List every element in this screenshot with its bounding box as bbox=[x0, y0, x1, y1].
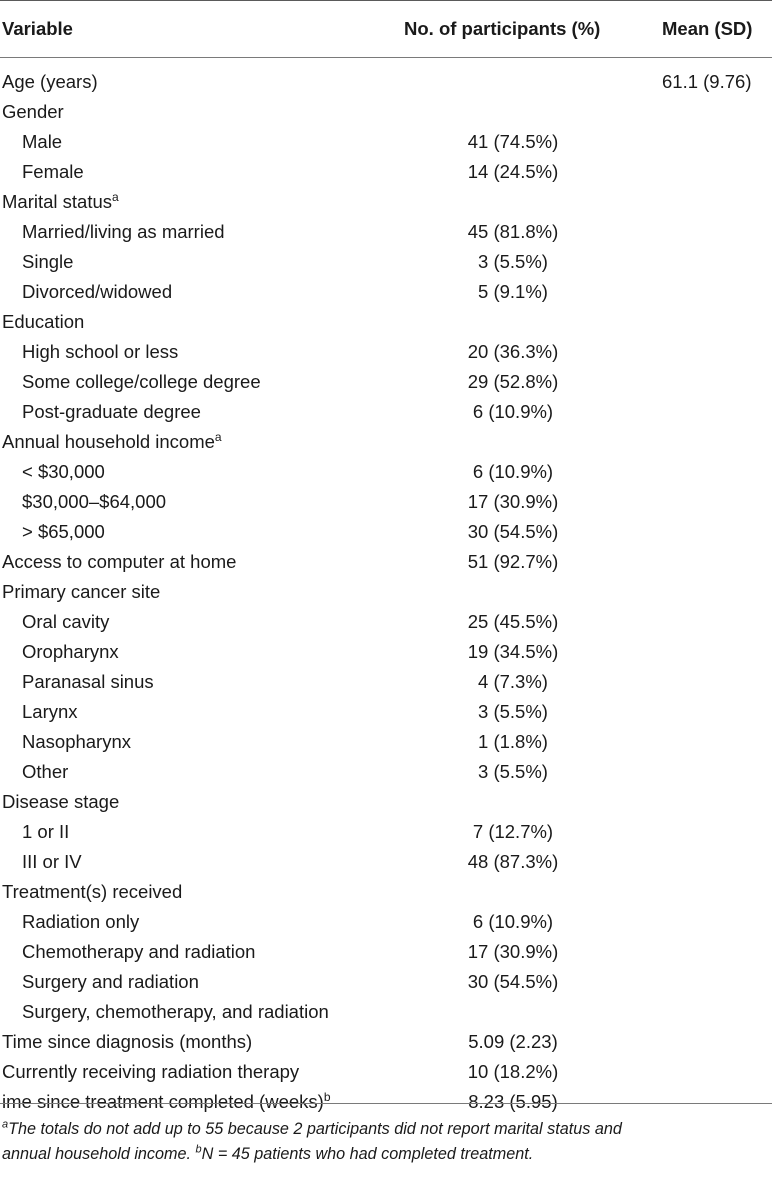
row-label-text: Radiation only bbox=[22, 911, 140, 932]
row-participants: 17 (30.9%) bbox=[467, 491, 559, 512]
table-row bbox=[0, 969, 772, 999]
row-participants: 10 (18.2%) bbox=[467, 1061, 559, 1082]
row-label bbox=[22, 701, 78, 723]
row-label-text: Access to computer at home bbox=[2, 551, 237, 572]
row-participants: 6 (10.9%) bbox=[472, 401, 554, 422]
row-label-text: < $30,000 bbox=[22, 461, 105, 482]
table-row bbox=[0, 669, 772, 699]
footnote-a-text-2: annual household income. bbox=[2, 1145, 196, 1163]
row-label bbox=[22, 851, 82, 873]
footnote-marker: b bbox=[323, 1089, 331, 1104]
table-row bbox=[0, 279, 772, 309]
table-row bbox=[0, 369, 772, 399]
row-label bbox=[22, 281, 172, 303]
row-participants: 3 (5.5%) bbox=[478, 701, 548, 722]
row-label-text: III or IV bbox=[22, 851, 82, 872]
row-label-text: Married/living as married bbox=[22, 221, 225, 242]
row-label bbox=[22, 401, 201, 423]
row-label bbox=[2, 191, 119, 213]
table-row bbox=[0, 729, 772, 759]
row-label bbox=[22, 521, 105, 543]
table-row bbox=[0, 69, 772, 99]
table-row bbox=[0, 1029, 772, 1059]
row-participants: 7 (12.7%) bbox=[472, 821, 554, 842]
row-label-text: Chemotherapy and radiation bbox=[22, 941, 256, 962]
row-label-text: > $65,000 bbox=[22, 521, 105, 542]
row-label bbox=[22, 611, 109, 633]
row-label bbox=[2, 551, 236, 573]
table-row bbox=[0, 1089, 772, 1119]
row-label-text: Age (years) bbox=[2, 71, 98, 92]
row-label-text: $30,000–$64,000 bbox=[22, 491, 167, 512]
row-participants: 4 (7.3%) bbox=[478, 671, 548, 692]
row-label bbox=[22, 971, 199, 993]
row-label bbox=[2, 431, 222, 453]
header-participants: No. of participants (%) bbox=[404, 18, 601, 39]
row-participants: 48 (87.3%) bbox=[467, 851, 559, 872]
table-footnote bbox=[2, 1117, 772, 1167]
row-label-text: Oropharynx bbox=[22, 641, 119, 662]
table-row bbox=[0, 999, 772, 1029]
row-mean-sd: 61.1 (9.76) bbox=[662, 71, 752, 92]
row-label-text: ime since treatment completed (weeks) bbox=[2, 1091, 324, 1112]
row-label bbox=[22, 221, 225, 243]
row-label bbox=[22, 671, 154, 693]
row-label-text: Surgery and radiation bbox=[22, 971, 199, 992]
row-label-text: Nasopharynx bbox=[22, 731, 132, 752]
table-row bbox=[0, 579, 772, 609]
row-participants: 8.23 (5.95) bbox=[468, 1091, 558, 1112]
table-row bbox=[0, 699, 772, 729]
footnote-b-text: N = 45 patients who had completed treatment. bbox=[201, 1145, 534, 1163]
row-label-text: Gender bbox=[2, 101, 64, 122]
footnote-line-1 bbox=[2, 1117, 772, 1142]
row-label-text: Other bbox=[22, 761, 69, 782]
row-label bbox=[22, 371, 261, 393]
row-label-text: Larynx bbox=[22, 701, 78, 722]
row-label-text: Some college/college degree bbox=[22, 371, 261, 392]
row-label-text: Divorced/widowed bbox=[22, 281, 173, 302]
row-participants: 6 (10.9%) bbox=[472, 911, 554, 932]
row-label bbox=[22, 251, 73, 273]
row-label bbox=[2, 791, 119, 813]
row-participants: 45 (81.8%) bbox=[467, 221, 559, 242]
row-participants: 5.09 (2.23) bbox=[468, 1031, 558, 1052]
row-participants: 3 (5.5%) bbox=[478, 761, 548, 782]
row-label-text: Oral cavity bbox=[22, 611, 110, 632]
row-label bbox=[22, 491, 166, 513]
top-rule bbox=[0, 0, 772, 1]
row-participants: 29 (52.8%) bbox=[467, 371, 559, 392]
row-label-text: Post-graduate degree bbox=[22, 401, 201, 422]
table-row bbox=[0, 549, 772, 579]
table-row bbox=[0, 489, 772, 519]
table-row bbox=[0, 309, 772, 339]
footnote-a-text-1: The totals do not add up to 55 because 2 participants did not report marital status and bbox=[8, 1120, 622, 1138]
table-row bbox=[0, 609, 772, 639]
row-participants: 25 (45.5%) bbox=[467, 611, 559, 632]
table-row bbox=[0, 819, 772, 849]
table-row bbox=[0, 399, 772, 429]
row-label bbox=[22, 161, 84, 183]
row-label bbox=[22, 341, 178, 363]
table-header bbox=[0, 14, 772, 46]
row-label-text: Female bbox=[22, 161, 84, 182]
row-participants: 30 (54.5%) bbox=[467, 971, 559, 992]
table-row bbox=[0, 159, 772, 189]
row-label bbox=[2, 1031, 252, 1053]
table-row bbox=[0, 429, 772, 459]
row-label-text: Single bbox=[22, 251, 74, 272]
table-row bbox=[0, 639, 772, 669]
table-row bbox=[0, 849, 772, 879]
table-row bbox=[0, 219, 772, 249]
header-rule bbox=[0, 57, 772, 58]
row-label-text: Annual household income bbox=[2, 431, 215, 452]
row-label-text: Marital status bbox=[2, 191, 113, 212]
table-row bbox=[0, 1059, 772, 1089]
row-label-text: Disease stage bbox=[2, 791, 120, 812]
table-row bbox=[0, 909, 772, 939]
bottom-rule bbox=[0, 1103, 772, 1104]
row-participants: 3 (5.5%) bbox=[478, 251, 548, 272]
row-participants: 14 (24.5%) bbox=[467, 161, 559, 182]
row-label bbox=[22, 761, 68, 783]
row-participants: 30 (54.5%) bbox=[467, 521, 559, 542]
row-label-text: 1 or II bbox=[22, 821, 70, 842]
row-label bbox=[2, 71, 98, 93]
table-row bbox=[0, 99, 772, 129]
row-label-text: Currently receiving radiation therapy bbox=[2, 1061, 300, 1082]
header-variable: Variable bbox=[2, 18, 73, 39]
header-mean-sd: Mean (SD) bbox=[662, 18, 753, 39]
row-participants: 19 (34.5%) bbox=[467, 641, 559, 662]
table-row bbox=[0, 789, 772, 819]
row-label-text: High school or less bbox=[22, 341, 179, 362]
table-row bbox=[0, 879, 772, 909]
row-label bbox=[22, 731, 131, 753]
row-label-text: Education bbox=[2, 311, 85, 332]
row-label bbox=[22, 461, 105, 483]
row-label bbox=[2, 881, 182, 903]
row-label bbox=[22, 1001, 329, 1023]
row-participants: 1 (1.8%) bbox=[478, 731, 548, 752]
footnote-marker: a bbox=[214, 429, 222, 444]
table-row bbox=[0, 519, 772, 549]
table-row bbox=[0, 459, 772, 489]
footnote-a-marker: a bbox=[2, 1118, 9, 1131]
row-label-text: Surgery, chemotherapy, and radiation bbox=[22, 1001, 329, 1022]
row-label-text: Time since diagnosis (months) bbox=[2, 1031, 253, 1052]
table-row bbox=[0, 759, 772, 789]
row-label bbox=[22, 131, 62, 153]
row-participants: 20 (36.3%) bbox=[467, 341, 559, 362]
table-row bbox=[0, 939, 772, 969]
row-participants: 17 (30.9%) bbox=[467, 941, 559, 962]
row-label bbox=[2, 581, 160, 603]
table-row bbox=[0, 339, 772, 369]
row-participants: 41 (74.5%) bbox=[467, 131, 559, 152]
row-participants: 51 (92.7%) bbox=[467, 551, 559, 572]
row-label bbox=[22, 941, 255, 963]
footnote-b-marker: b bbox=[195, 1143, 202, 1156]
row-label-text: Treatment(s) received bbox=[2, 881, 183, 902]
row-label bbox=[2, 1091, 331, 1113]
table-body bbox=[0, 69, 772, 1119]
row-label-text: Primary cancer site bbox=[2, 581, 161, 602]
footnote-marker: a bbox=[112, 189, 119, 204]
table-row bbox=[0, 129, 772, 159]
row-participants: 6 (10.9%) bbox=[472, 461, 554, 482]
row-label bbox=[22, 821, 69, 843]
row-label bbox=[2, 101, 64, 123]
row-label bbox=[2, 311, 84, 333]
table-row bbox=[0, 189, 772, 219]
row-label bbox=[22, 641, 119, 663]
row-participants: 5 (9.1%) bbox=[478, 281, 548, 302]
row-label bbox=[22, 911, 139, 933]
row-label bbox=[2, 1061, 299, 1083]
row-label-text: Paranasal sinus bbox=[22, 671, 154, 692]
footnote-line-2 bbox=[2, 1142, 772, 1167]
row-label-text: Male bbox=[22, 131, 63, 152]
table-row bbox=[0, 249, 772, 279]
